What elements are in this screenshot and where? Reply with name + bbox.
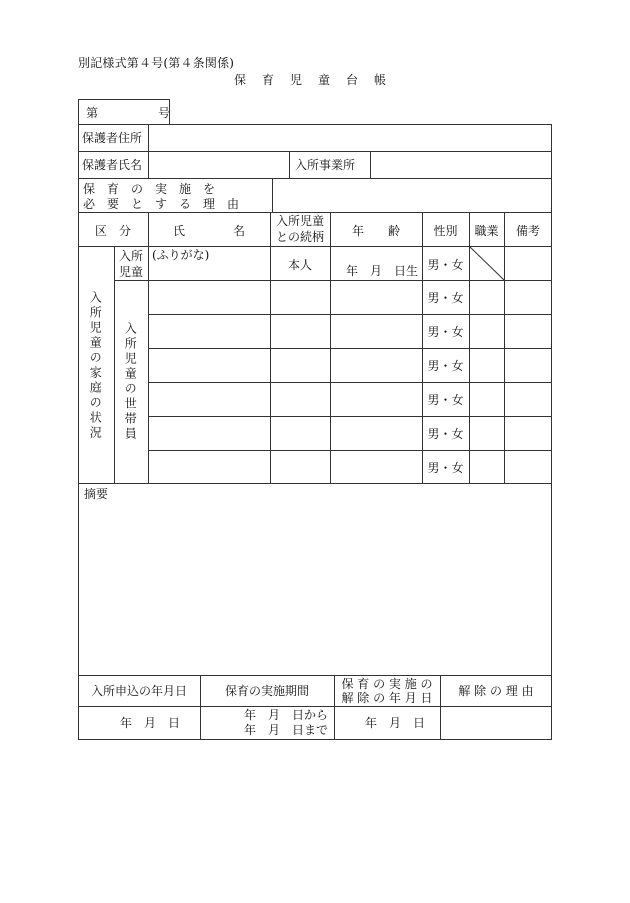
header-sex: 性別: [433, 224, 458, 238]
header-remarks: 備考: [515, 224, 540, 238]
header-care-period: 保育の実施期間: [224, 684, 309, 698]
header-name: 氏 名: [172, 224, 245, 238]
header-release-reason: 解 除 の 理 由: [458, 684, 534, 698]
header-release-date-line2: 解 除 の 年 月 日: [341, 691, 433, 705]
release-reason-field[interactable]: [441, 707, 551, 739]
summary-label: 摘要: [84, 487, 109, 501]
application-date-value: 年 月 日: [119, 716, 180, 730]
child-name-field[interactable]: [149, 262, 270, 280]
period-to-value: 年 月 日まで: [244, 723, 329, 737]
header-relation: 入所児童 との続柄: [275, 214, 324, 244]
guardian-name-field[interactable]: [149, 152, 289, 178]
guardian-address-label: 保護者住所: [82, 131, 143, 145]
member-sex-4: 男・女: [427, 393, 464, 407]
furigana-label: (ふりがな): [152, 248, 210, 262]
facility-label: 入所事業所: [295, 158, 356, 172]
header-application-date: 入所申込の年月日: [90, 684, 187, 698]
child-row-label: 入所 児童: [118, 249, 143, 279]
occupation-slash: [469, 246, 504, 280]
guardian-address-field[interactable]: [149, 125, 551, 151]
reason-field[interactable]: [273, 179, 551, 213]
reason-label-line2: 必 要 と す る 理 由: [83, 197, 240, 211]
member-sex-3: 男・女: [427, 359, 464, 373]
reason-label-line1: 保 育 の 実 施 を: [83, 182, 216, 196]
member-sex-5: 男・女: [427, 427, 464, 441]
number-label: 第 号: [86, 106, 171, 120]
member-sex-1: 男・女: [427, 291, 464, 305]
guardian-name-label: 保護者氏名: [82, 158, 143, 172]
household-member-label: 入所児童の世帯員: [123, 322, 138, 442]
release-date-value: 年 月 日: [364, 716, 425, 730]
member-sex-6: 男・女: [427, 461, 464, 475]
header-age: 年 齢: [351, 224, 400, 238]
header-category: 区 分: [94, 224, 131, 238]
period-from-value: 年 月 日から: [244, 708, 329, 722]
facility-field[interactable]: [371, 152, 551, 178]
child-sex: 男・女: [427, 258, 464, 272]
form-reference: 別記様式第４号(第４条関係): [78, 56, 235, 70]
form-title: 保育児童台帳: [233, 73, 402, 87]
family-situation-label: 入所児童の家庭の状況: [88, 291, 103, 441]
header-release-date-line1: 保 育 の 実 施 の: [341, 677, 433, 691]
child-relation: 本人: [287, 258, 312, 272]
summary-field[interactable]: [79, 502, 551, 674]
child-birth-date: 年 月 日生: [346, 264, 419, 278]
header-occupation: 職業: [474, 224, 499, 238]
member-sex-2: 男・女: [427, 325, 464, 339]
